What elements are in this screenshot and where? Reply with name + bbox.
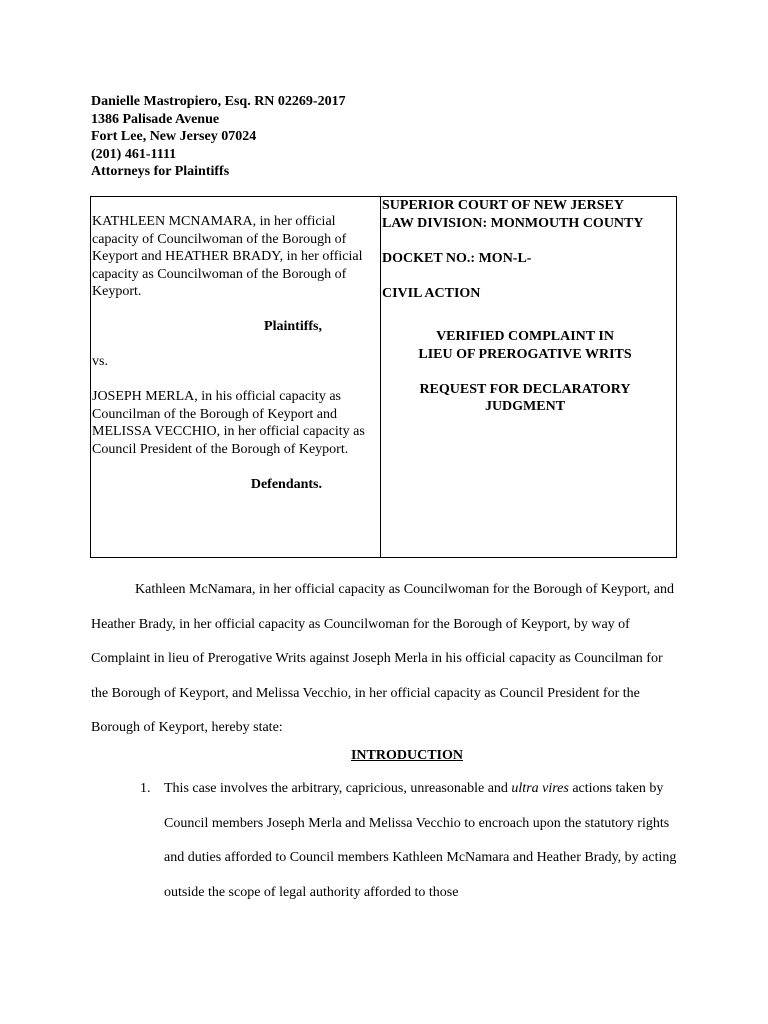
docket-number: DOCKET NO.: MON-L- xyxy=(382,250,532,266)
attorney-role: Attorneys for Plaintiffs xyxy=(91,164,230,179)
court-column xyxy=(382,197,672,416)
list-item-text xyxy=(164,772,680,910)
attorney-name: Danielle Mastropiero, Esq. RN 02269-2017 xyxy=(91,94,346,109)
complaint-title-line1: VERIFIED COMPLAINT IN xyxy=(436,329,614,344)
civil-action-label: CIVIL ACTION xyxy=(382,285,481,301)
attorney-city: Fort Lee, New Jersey 07024 xyxy=(91,129,257,144)
list-item xyxy=(140,772,680,910)
declaratory-title-line2: JUDGMENT xyxy=(484,399,566,414)
caption-divider xyxy=(380,197,381,557)
plaintiffs-text: KATHLEEN MCNAMARA, in her official capacity of Councilwoman of the Borough of Keyport and HEATHER BRADY, in her official capacity as Councilwoman of the Borough of Keyport. xyxy=(92,214,363,299)
attorney-block xyxy=(91,93,346,181)
list-item-text-italic: ultra vires xyxy=(511,781,569,796)
court-division: LAW DIVISION: MONMOUTH COUNTY xyxy=(382,215,644,231)
list-item-text-after: actions taken by Council members Joseph Merla and Melissa Vecchio to encroach upon the statutory rights and duties afforded to Council members Kathleen McNamara and Heather Brady, by acting outside the scope of legal authority afforded to those xyxy=(164,781,677,900)
defendants-text: JOSEPH MERLA, in his official capacity as Councilman of the Borough of Keyport and MELISSA VECCHIO, in her official capacity as Council President of the Borough of Keyport. xyxy=(92,389,365,457)
section-heading: INTRODUCTION xyxy=(350,748,463,763)
list-item-number: 1. xyxy=(140,781,151,796)
list-item-text-before: This case involves the arbitrary, capricious, unreasonable and xyxy=(164,781,512,796)
attorney-phone: (201) 461-1111 xyxy=(91,146,177,162)
court-name: SUPERIOR COURT OF NEW JERSEY xyxy=(382,198,624,213)
case-caption xyxy=(90,196,677,558)
versus-label: vs. xyxy=(92,354,108,369)
complaint-title-line2: LIEU OF PREROGATIVE WRITS xyxy=(418,346,632,362)
intro-paragraph-block xyxy=(91,573,681,746)
declaratory-title-line1: REQUEST FOR DECLARATORY xyxy=(419,381,631,397)
attorney-street: 1386 Palisade Avenue xyxy=(91,111,220,127)
parties-column xyxy=(92,213,374,493)
plaintiffs-role: Plaintiffs, xyxy=(264,319,322,334)
intro-paragraph: Kathleen McNamara, in her official capacity as Councilwoman for the Borough of Keyport, and Heather Brady, in her official capacity as Councilwoman for the Borough of Keyport, by way of Complaint in lieu of Prerogative Writs against Joseph Merla in his official capacity as Councilman for the Borough of Keyport, and Melissa Vecchio, in her official capacity as Council President for the Borough of Keyport, hereby state: xyxy=(91,582,674,736)
defendants-role: Defendants. xyxy=(250,476,322,492)
